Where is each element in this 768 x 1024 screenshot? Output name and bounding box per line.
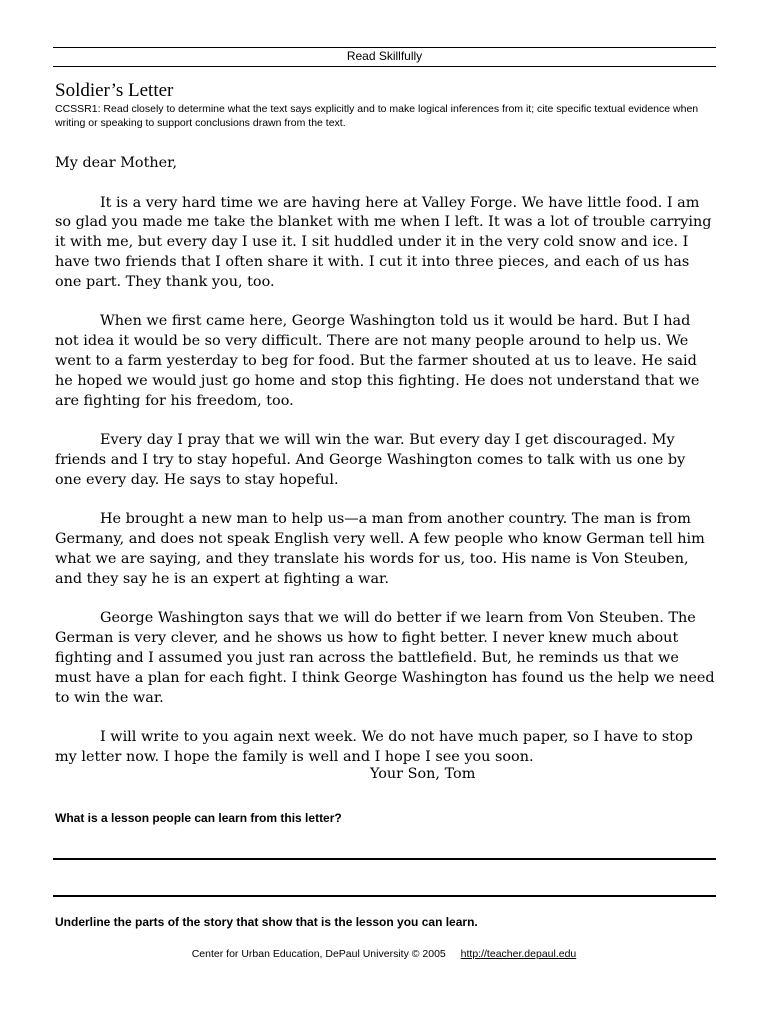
answer-line-1[interactable] xyxy=(53,858,716,860)
footer xyxy=(0,947,768,961)
question-prompt: What is a lesson people can learn from this letter? xyxy=(55,811,342,825)
standard-text: CCSSR1: Read closely to determine what the text says explicitly and to make logical inferences from it; cite specific textual evidence when writing or speaking to support conclusions drawn from the text. xyxy=(55,103,699,129)
letter-salutation: My dear Mother, xyxy=(55,155,178,171)
letter-signoff: Your Son, Tom xyxy=(370,766,476,782)
header-label: Read Skillfully xyxy=(346,49,423,63)
footer-link[interactable]: http://teacher.depaul.edu xyxy=(460,948,577,960)
letter-body xyxy=(55,154,715,768)
page-title: Soldier’s Letter xyxy=(55,80,174,101)
letter-paragraph: Every day I pray that we will win the war. But every day I get discouraged. My friends and I try to stay hopeful. And George Washington comes to talk with us one by one every day. He says to stay hopeful. xyxy=(55,432,686,488)
letter-paragraph: When we first came here, George Washington told us it would be hard. But I had not idea it would be so very difficult. There are not many people around to help us. We went to a farm yesterday to beg for food. But the farmer shouted at us to leave. He said he hoped we would just go home and stop this fighting. He does not understand that we are fighting for his freedom, too. xyxy=(55,313,700,409)
footer-credit: Center for Urban Education, DePaul University © 2005 xyxy=(191,948,446,960)
letter-paragraph: George Washington says that we will do better if we learn from Von Steuben. The German is very clever, and he shows us how to fight better. I never knew much about fighting and I assumed you just ran across the battlefield. But, he reminds us that we must have a plan for each fight. I think George Washington has found us the help we need to win the war. xyxy=(55,610,715,706)
answer-line-2[interactable] xyxy=(53,895,716,897)
instruction-text: Underline the parts of the story that show that is the lesson you can learn. xyxy=(55,915,478,929)
letter-paragraph: I will write to you again next week. We do not have much paper, so I have to stop my letter now. I hope the family is well and I hope I see you soon. xyxy=(55,729,693,765)
letter-paragraph: It is a very hard time we are having here at Valley Forge. We have little food. I am so glad you made me take the blanket with me when I left. It was a lot of trouble carrying it with me, but every day I use it. I sit huddled under it in the very cold snow and ice. I have two friends that I often share it with. I cut it into three pieces, and each of us has one part. They thank you, too. xyxy=(55,194,712,290)
letter-paragraph: He brought a new man to help us—a man from another country. The man is from Germany, and does not speak English very well. A few people who know German tell him what we are saying, and they translate his words for us, too. His name is Von Steuben, and they say he is an expert at fighting a war. xyxy=(55,511,705,587)
header-bottom-rule xyxy=(53,66,716,67)
